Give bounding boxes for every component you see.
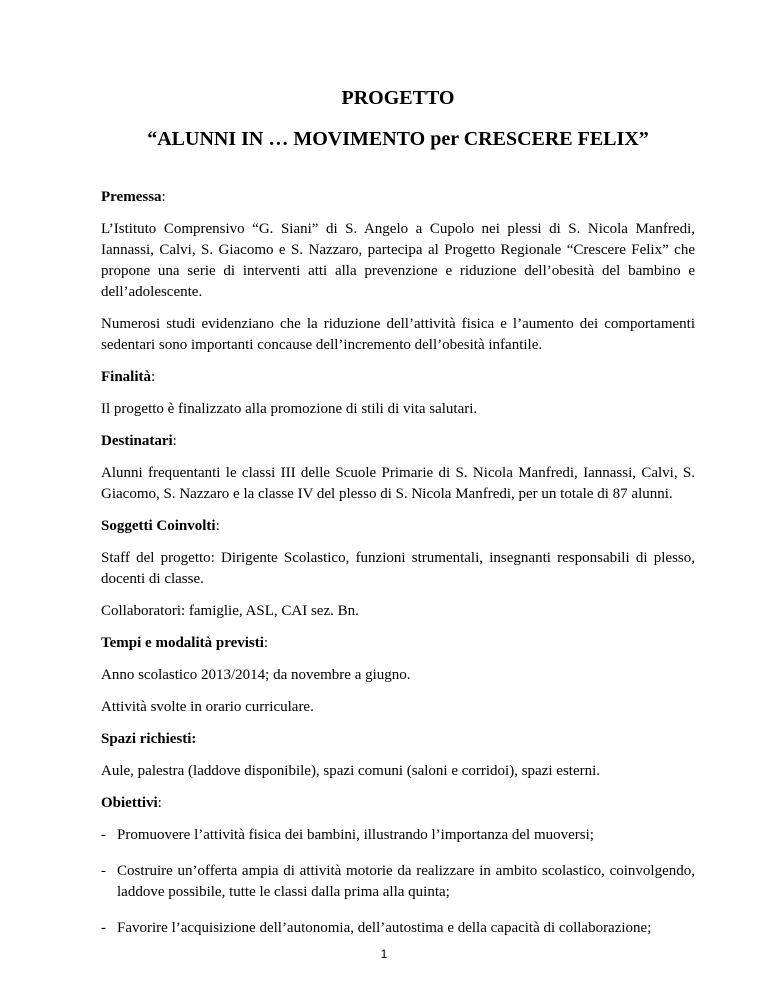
section-heading — [101, 431, 695, 452]
heading-suffix: : — [157, 795, 162, 811]
section-destinatari — [101, 431, 695, 505]
heading-suffix: : — [151, 369, 156, 385]
paragraph: Alunni frequentanti le classi III delle Scuole Primarie di S. Nicola Manfredi, Iannassi, Calvi, S. Giacomo, S. Nazzaro e la classe IV del plesso di S. Nicola Manfredi, per un totale di 87 alunni. — [101, 465, 695, 502]
paragraph: Attività svolte in orario curriculare. — [101, 699, 314, 715]
heading-suffix: : — [263, 635, 269, 651]
section-heading-text: Finalità — [101, 369, 152, 385]
section-heading-text: Tempi e modalità previsti — [101, 635, 264, 651]
section-heading-text: Spazi richiesti: — [101, 731, 197, 747]
section-spazi — [101, 729, 695, 782]
heading-suffix: : — [215, 518, 220, 534]
section-soggetti-coinvolti — [101, 516, 695, 622]
objectives-list — [101, 825, 695, 939]
section-heading — [101, 367, 695, 388]
section-heading-text: Premessa — [101, 189, 162, 205]
section-heading — [101, 633, 695, 654]
list-dash: - — [101, 920, 106, 936]
heading-suffix: : — [161, 189, 166, 205]
paragraph: Numerosi studi evidenziano che la riduzione dell’attività fisica e l’aumento dei comportamenti sedentari sono importanti concause dell’incremento dell’obesità infantile. — [101, 316, 695, 353]
page-number: 1 — [380, 947, 388, 961]
section-heading-text: Destinatari — [101, 433, 173, 449]
paragraph: Aule, palestra (laddove disponibile), spazi comuni (saloni e corridoi), spazi esterni. — [101, 763, 601, 779]
section-premessa — [101, 187, 695, 356]
paragraph: Staff del progetto: Dirigente Scolastico, funzioni strumentali, insegnanti responsabili di plesso, docenti di classe. — [101, 550, 695, 587]
section-heading — [101, 516, 695, 537]
list-item-text: Favorire l’acquisizione dell’autonomia, dell’autostima e della capacità di collaborazione; — [117, 920, 652, 936]
section-finalita — [101, 367, 695, 420]
paragraph: Collaboratori: famiglie, ASL, CAI sez. Bn. — [101, 603, 359, 619]
project-title: “ALUNNI IN … MOVIMENTO per CRESCERE FELIX” — [147, 128, 649, 150]
section-heading-text: Soggetti Coinvolti — [101, 518, 216, 534]
section-tempi — [101, 633, 695, 718]
paragraph: Anno scolastico 2013/2014; da novembre a giugno. — [101, 667, 411, 683]
section-heading-text: Obiettivi — [101, 795, 158, 811]
list-item — [101, 825, 695, 846]
section-heading — [101, 729, 695, 750]
project-label: PROGETTO — [341, 87, 455, 109]
list-dash: - — [101, 863, 106, 879]
list-item — [101, 918, 695, 939]
list-dash: - — [101, 827, 106, 843]
heading-suffix: : — [172, 433, 177, 449]
section-heading — [101, 793, 695, 814]
paragraph: L’Istituto Comprensivo “G. Siani” di S. Angelo a Cupolo nei plessi di S. Nicola Manfredi, Iannassi, Calvi, S. Giacomo e S. Nazzaro, partecipa al Progetto Regionale “Crescere Felix” che propone una serie di interventi atti alla prevenzione e riduzione dell’obesità del bambino e dell’adolescente. — [101, 221, 695, 300]
list-item-text: Costruire un’offerta ampia di attività motorie da realizzare in ambito scolastico, coinvolgendo, laddove possibile, tutte le classi dalla prima alla quinta; — [117, 863, 695, 900]
list-item-text: Promuovere l’attività fisica dei bambini, illustrando l’importanza del muoversi; — [117, 827, 594, 843]
section-obiettivi — [101, 793, 695, 939]
list-item — [101, 861, 695, 903]
section-heading — [101, 187, 695, 208]
paragraph: Il progetto è finalizzato alla promozione di stili di vita salutari. — [101, 401, 478, 417]
